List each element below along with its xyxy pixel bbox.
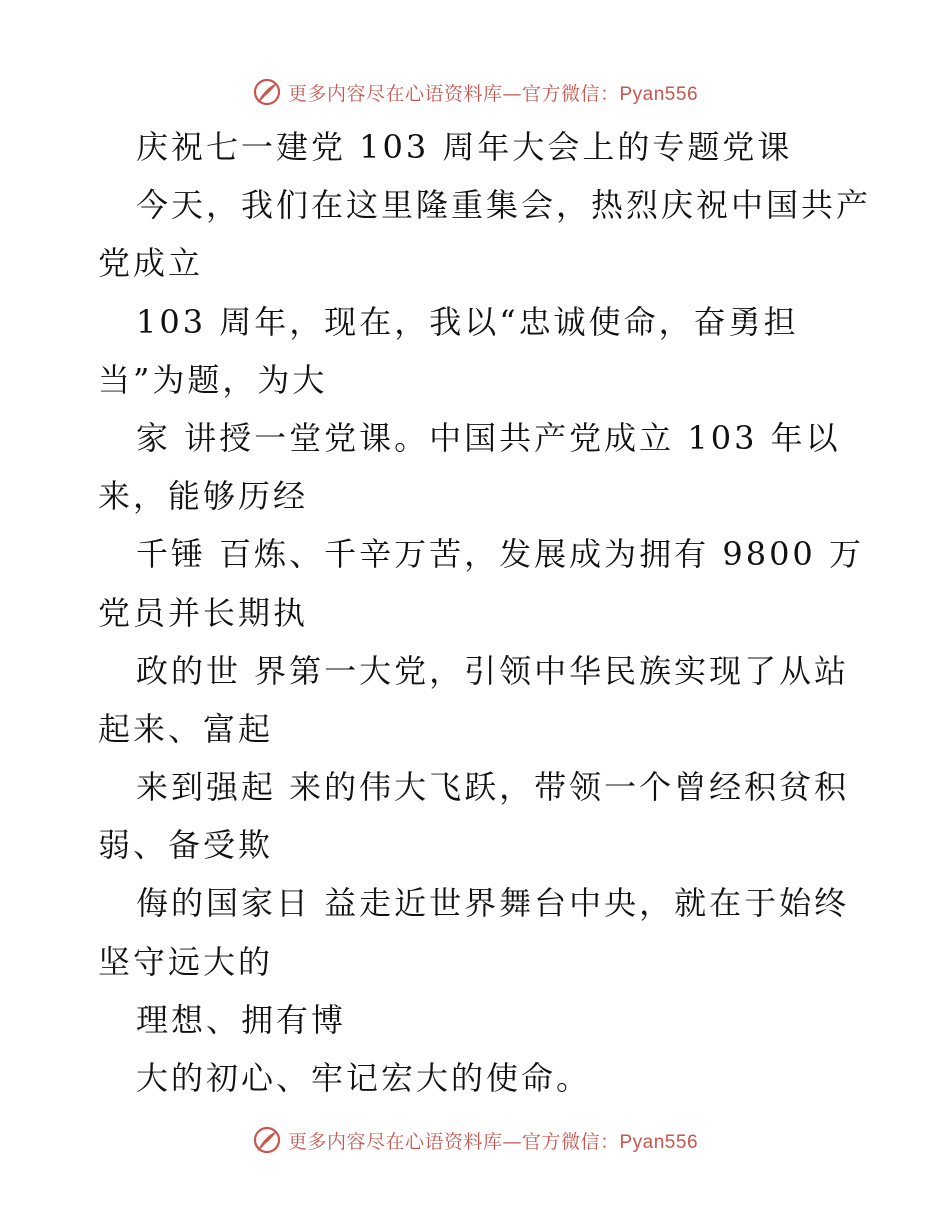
paragraph-line: 党成立 [98,244,204,283]
paragraph-line: 大的初心、牢记宏大的使命。 [136,1059,592,1097]
watermark-wechat-id: Pyan556 [619,83,699,105]
paragraph-line: 今天，我们在这里隆重集会，热烈庆祝中国共产 [136,186,872,225]
paragraph-line: 理想、拥有博 [136,1000,347,1039]
paragraph-line: 起来、富起 [98,709,274,748]
paragraph-line: 来，能够历经 [98,477,309,516]
paragraph-line: 103 周年，现在，我以“忠诚使命，奋勇担 [136,302,799,341]
paragraph-line: 弱、备受欺 [98,826,274,865]
paragraph-line: 当”为题，为大 [98,360,328,399]
feather-pen-logo-icon [252,77,282,107]
watermark-text: 更多内容尽在心语资料库—官方微信：Pyan556 [287,1130,699,1153]
document-body [98,118,872,1107]
paragraph-line: 侮的国家日 益走近世界舞台中央，就在于始终 [136,884,850,923]
watermark-text: 更多内容尽在心语资料库—官方微信：Pyan556 [287,82,699,105]
paragraph-line: 来到强起 来的伟大飞跃，带领一个曾经积贫积 [136,768,850,807]
watermark-header [0,72,950,112]
paragraph-line: 家 讲授一堂党课。中国共产党成立 103 年以 [136,418,841,457]
paragraph-line: 政的世 界第一大党，引领中华民族实现了从站 [136,651,850,690]
document-title: 庆祝七一建党 103 周年大会上的专题党课 [136,128,793,166]
watermark-footer [0,1120,950,1160]
paragraph-line: 千锤 百炼、千辛万苦，发展成为拥有 9800 万 [136,535,864,574]
feather-pen-logo-icon [252,1125,282,1155]
paragraph-line: 坚守远大的 [98,942,274,981]
paragraph-line: 党员并长期执 [98,593,309,632]
watermark-wechat-id: Pyan556 [619,1131,699,1153]
